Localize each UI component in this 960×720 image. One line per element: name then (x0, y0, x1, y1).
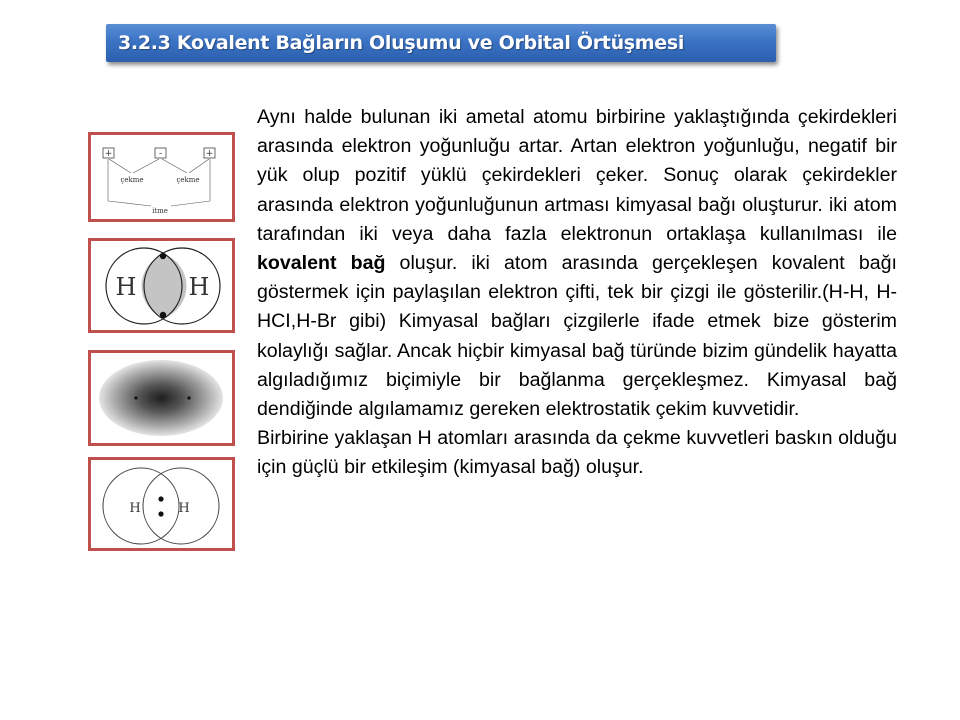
attraction-label-right: çekme (176, 176, 200, 184)
atom-label-right: H (188, 273, 210, 301)
atom-label-left: H (115, 273, 137, 301)
shared-electron-pair-diagram (88, 457, 235, 551)
paragraph-1-part-b: oluşur. iki atom arasında gerçekleşen kovalent bağı göstermek için paylaşılan elektron çifti, tek bir çizgi ile gösterilir.(H-H, H-HCI,H-Br gibi) Kimyasal bağları çizgilerle ifade etmek bize gösterim kolaylığı sağlar. Ancak hiçbir kimyasal bağ türünde bizim gündelik hayatta algıladığımız biçimiyle bir bağlanma gerçekleşmez. Kimyasal bağ dendiğinde algılamamız gereken elektrostatik çekim kuvvetidir. (257, 252, 897, 421)
slide-title: 3.2.3 Kovalent Bağların Oluşumu ve Orbital Örtüşmesi (106, 24, 776, 62)
charge-left: + (104, 149, 113, 159)
atom-label-right-small: H (178, 501, 190, 516)
orbital-overlap-diagram (88, 238, 235, 333)
electron-cloud-diagram (88, 350, 235, 446)
paragraph-1-part-a: Aynı halde bulunan iki ametal atomu birbirine yaklaştığında çekirdekleri arasında elektron yoğunluğu artar. Artan elektron yoğunluğu, negatif bir yük olup pozitif yüklü çekirdekleri çeker. Sonuç olarak çekirdekler arasında elektron yoğunluğunun artması kimyasal bağı oluşturur. iki atom tarafından iki veya daha fazla elektronun ortaklaşa kullanılması ile (257, 106, 897, 245)
attraction-label-left: çekme (120, 176, 144, 184)
atom-label-left-small: H (129, 501, 141, 516)
forces-diagram (88, 132, 235, 222)
paragraph-1 (257, 103, 897, 424)
body-text (257, 103, 897, 483)
charge-right: + (205, 149, 214, 159)
key-term-covalent-bond: kovalent bağ (257, 252, 386, 275)
paragraph-2: Birbirine yaklaşan H atomları arasında da çekme kuvvetleri baskın olduğu için güçlü bir etkileşim (kimyasal bağ) oluşur. (257, 427, 897, 479)
repulsion-label: itme (152, 207, 168, 215)
charge-center: - (158, 149, 163, 159)
